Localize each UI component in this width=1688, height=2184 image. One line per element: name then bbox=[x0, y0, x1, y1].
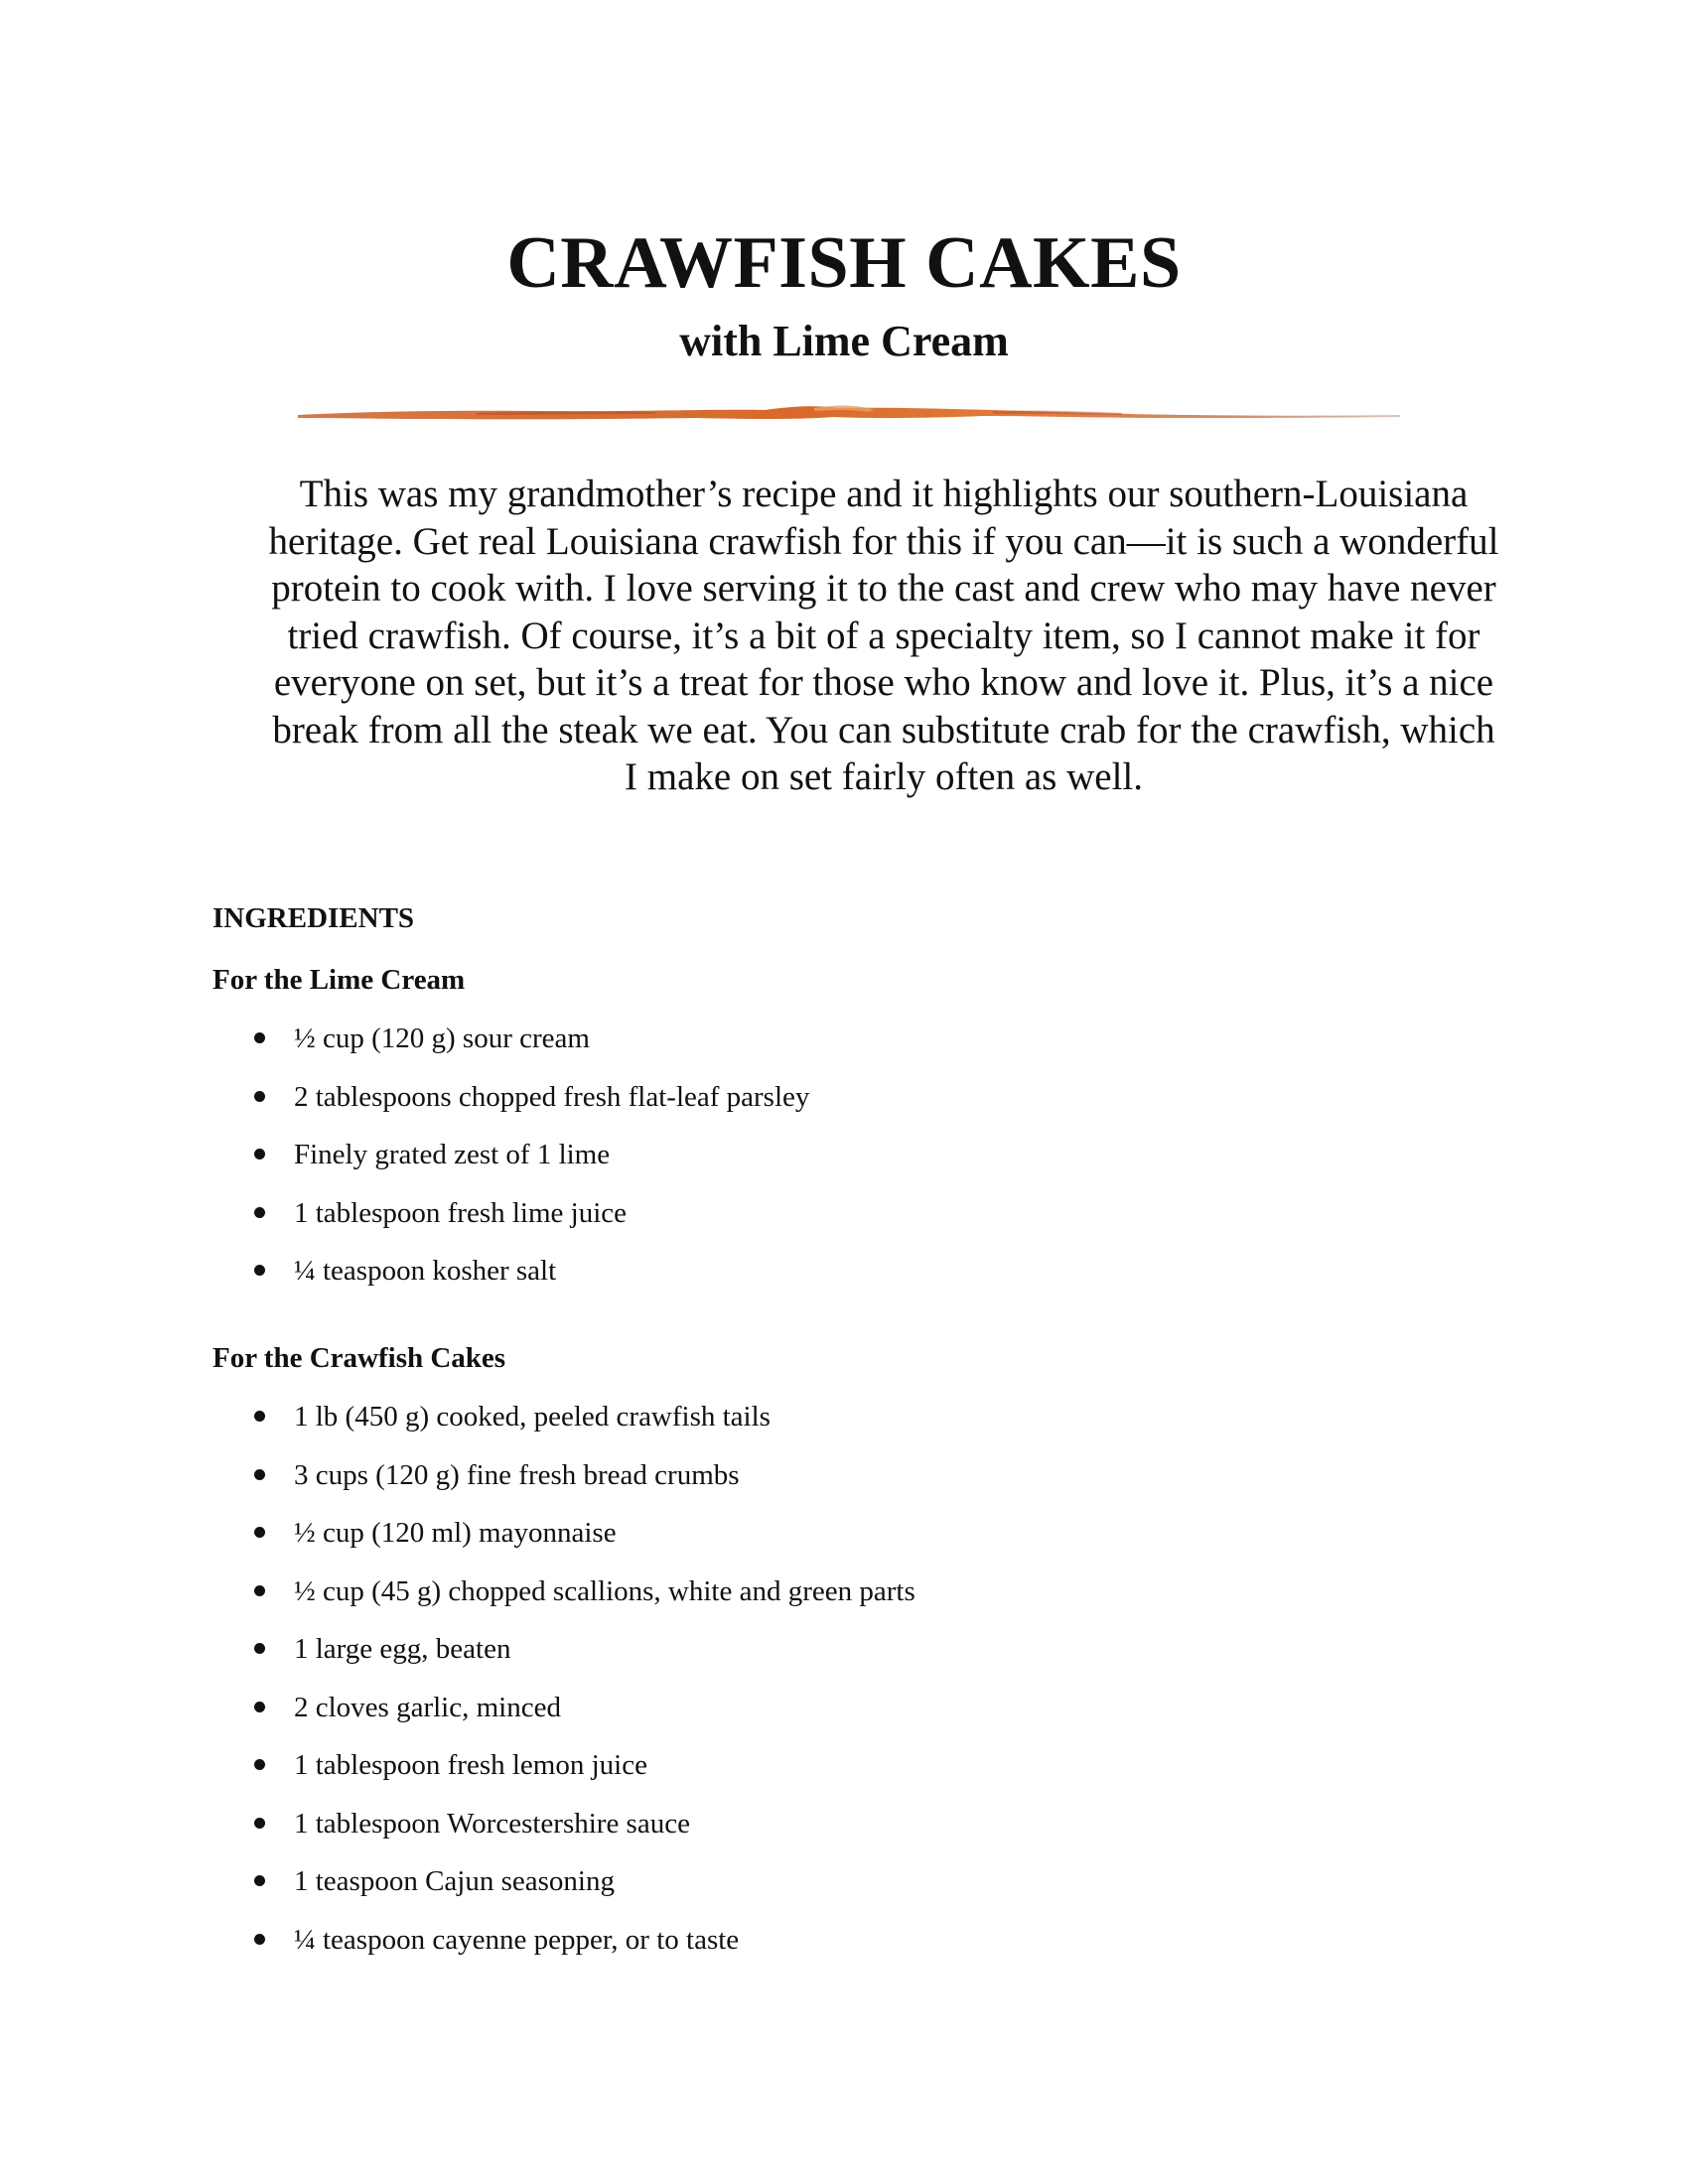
ingredient-text: ¼ teaspoon kosher salt bbox=[294, 1255, 557, 1287]
ingredient-text: 1 large egg, beaten bbox=[294, 1633, 511, 1665]
list-item bbox=[254, 1198, 809, 1257]
crawfish-cakes-list bbox=[254, 1402, 915, 1982]
bullet-icon bbox=[254, 1585, 265, 1596]
ingredient-text: 1 tablespoon fresh lemon juice bbox=[294, 1749, 647, 1781]
brush-stroke-divider bbox=[298, 402, 1400, 426]
ingredient-text: ¼ teaspoon cayenne pepper, or to taste bbox=[294, 1923, 740, 1956]
lime-cream-heading: For the Lime Cream bbox=[212, 964, 466, 996]
list-item bbox=[254, 1518, 915, 1576]
ingredients-heading: INGREDIENTS bbox=[212, 902, 415, 934]
bullet-icon bbox=[254, 1411, 265, 1422]
ingredient-text: ½ cup (120 ml) mayonnaise bbox=[294, 1517, 617, 1549]
bullet-icon bbox=[254, 1265, 265, 1276]
ingredient-text: 1 lb (450 g) cooked, peeled crawfish tails bbox=[294, 1401, 771, 1433]
lime-cream-list bbox=[254, 1024, 809, 1314]
ingredient-text: 1 tablespoon fresh lime juice bbox=[294, 1196, 628, 1229]
list-item bbox=[254, 1460, 915, 1519]
ingredient-text: 2 cloves garlic, minced bbox=[294, 1691, 561, 1723]
list-item bbox=[254, 1256, 809, 1314]
list-item bbox=[254, 1809, 915, 1867]
ingredient-text: ½ cup (45 g) chopped scallions, white and green parts bbox=[294, 1574, 915, 1607]
list-item bbox=[254, 1576, 915, 1635]
ingredient-text: 3 cups (120 g) fine fresh bread crumbs bbox=[294, 1458, 740, 1491]
list-item bbox=[254, 1024, 809, 1082]
ingredient-text: 1 teaspoon Cajun seasoning bbox=[294, 1865, 615, 1897]
bullet-icon bbox=[254, 1759, 265, 1770]
bullet-icon bbox=[254, 1149, 265, 1160]
bullet-icon bbox=[254, 1934, 265, 1945]
bullet-icon bbox=[254, 1818, 265, 1829]
bullet-icon bbox=[254, 1643, 265, 1654]
bullet-icon bbox=[254, 1032, 265, 1043]
crawfish-cakes-heading: For the Crawfish Cakes bbox=[212, 1342, 506, 1374]
recipe-title: CRAWFISH CAKES bbox=[506, 222, 1182, 304]
bullet-icon bbox=[254, 1091, 265, 1102]
bullet-icon bbox=[254, 1702, 265, 1712]
list-item bbox=[254, 1866, 915, 1925]
list-item bbox=[254, 1693, 915, 1751]
recipe-intro: This was my grandmother’s recipe and it highlights our southern-Louisiana heritage. Get real Louisiana crawfish for this if you can—it is such a wonderful protein to cook with. I love serving it to the cast and crew who may have never tried crawfish. Of course, it’s a bit of a specialty item, so I cannot make it for everyone on set, but it’s a treat for those who know and love it. Plus, it’s a nice break from all the steak we eat. You can substitute crab for the crawfish, which I make on set fairly often as well. bbox=[268, 473, 1499, 798]
bullet-icon bbox=[254, 1469, 265, 1480]
bullet-icon bbox=[254, 1875, 265, 1886]
bullet-icon bbox=[254, 1527, 265, 1538]
list-item bbox=[254, 1140, 809, 1198]
recipe-subtitle: with Lime Cream bbox=[679, 317, 1009, 365]
list-item bbox=[254, 1082, 809, 1141]
list-item bbox=[254, 1925, 915, 1983]
list-item bbox=[254, 1634, 915, 1693]
ingredient-text: 1 tablespoon Worcestershire sauce bbox=[294, 1807, 690, 1840]
ingredient-text: Finely grated zest of 1 lime bbox=[294, 1139, 611, 1170]
list-item bbox=[254, 1750, 915, 1809]
list-item bbox=[254, 1402, 915, 1460]
bullet-icon bbox=[254, 1207, 265, 1218]
ingredient-text: 2 tablespoons chopped fresh flat-leaf parsley bbox=[294, 1080, 810, 1113]
ingredient-text: ½ cup (120 g) sour cream bbox=[294, 1023, 590, 1054]
